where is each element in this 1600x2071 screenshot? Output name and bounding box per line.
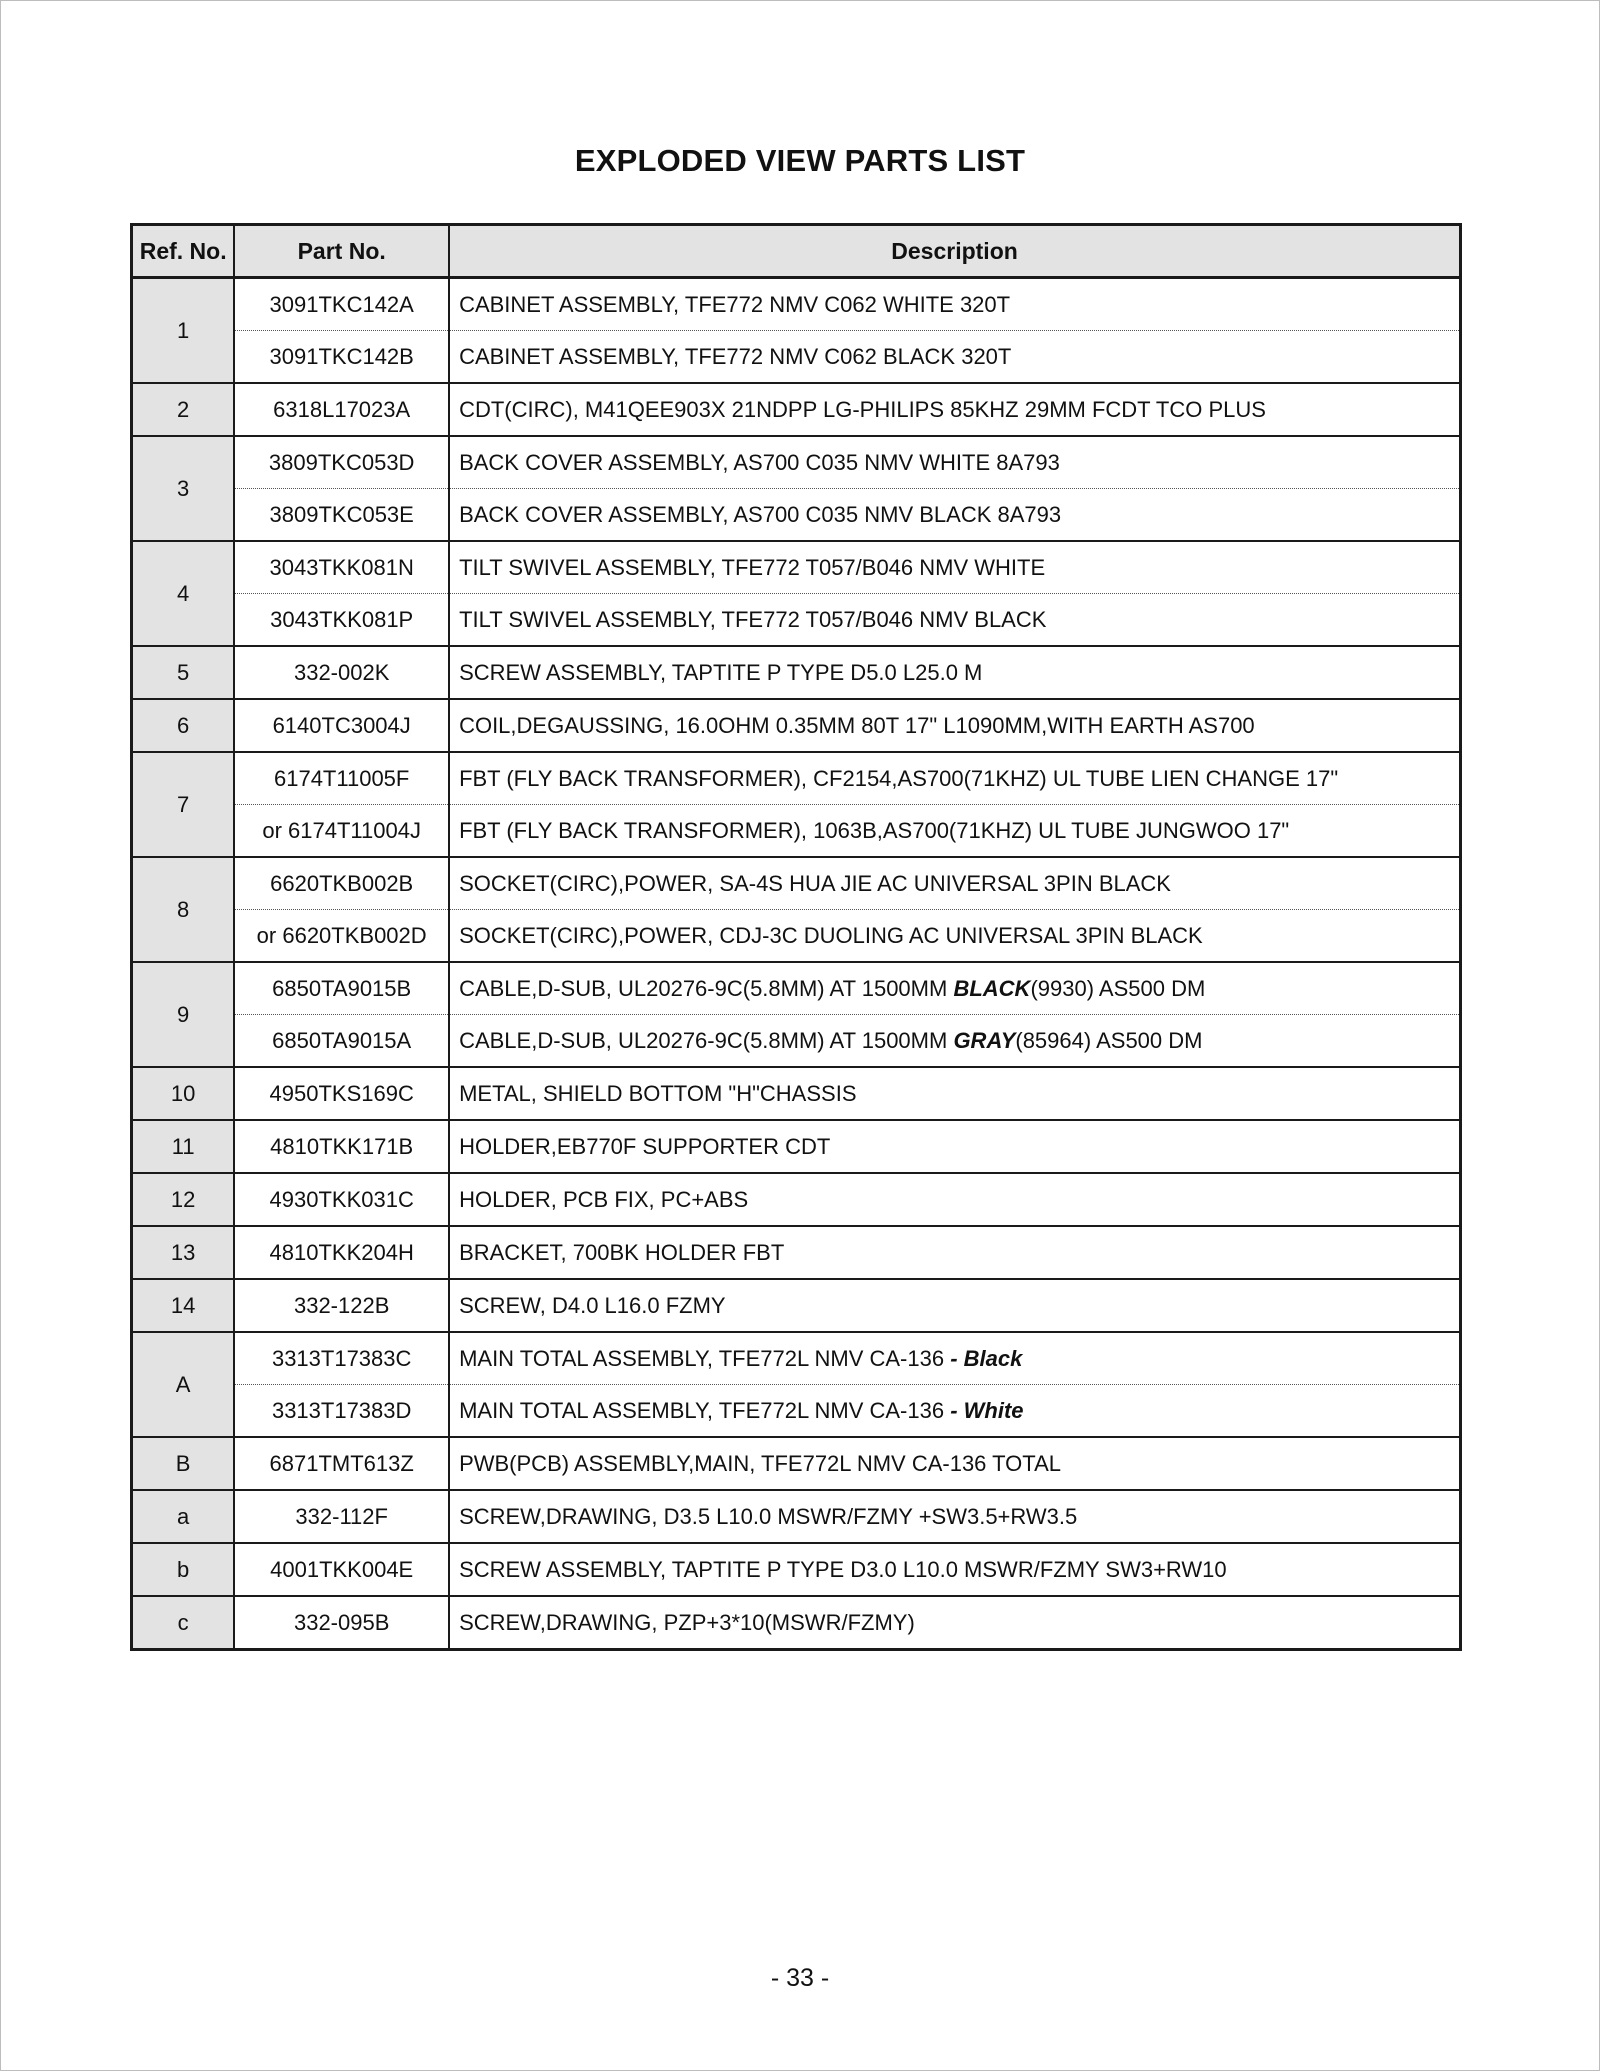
part-no-cell: 4810TKK204H (234, 1226, 449, 1279)
description-cell (449, 699, 1460, 752)
part-no-cell: 6140TC3004J (234, 699, 449, 752)
table-row (132, 278, 1461, 331)
table-row (132, 489, 1461, 542)
ref-no-cell: 13 (132, 1226, 235, 1279)
part-no-cell: 4810TKK171B (234, 1120, 449, 1173)
part-no-cell: 4950TKS169C (234, 1067, 449, 1120)
description-cell (449, 1490, 1460, 1543)
part-no-cell: or 6174T11004J (234, 805, 449, 858)
description-tail: (85964) AS500 DM (1015, 1027, 1203, 1053)
description-text: MAIN TOTAL ASSEMBLY, TFE772L NMV CA-136 (459, 1397, 951, 1423)
part-no-cell: 6620TKB002B (234, 857, 449, 910)
ref-no-cell: 14 (132, 1279, 235, 1332)
description-cell (449, 962, 1460, 1015)
description-cell (449, 436, 1460, 489)
ref-no-cell: B (132, 1437, 235, 1490)
description-emphasis: BLACK (953, 975, 1031, 1001)
description-text: SCREW ASSEMBLY, TAPTITE P TYPE D3.0 L10.0 MSWR/FZMY SW3+RW10 (459, 1556, 1227, 1582)
header-part-no: Part No. (234, 225, 449, 278)
description-emphasis: - White (950, 1397, 1024, 1423)
table-row (132, 1015, 1461, 1068)
part-no-cell: 3809TKC053E (234, 489, 449, 542)
part-no-cell: 332-002K (234, 646, 449, 699)
ref-no-cell: 10 (132, 1067, 235, 1120)
table-row (132, 436, 1461, 489)
part-no-cell: or 6620TKB002D (234, 910, 449, 963)
table-row (132, 1437, 1461, 1490)
description-text: SOCKET(CIRC),POWER, SA-4S HUA JIE AC UNIVERSAL 3PIN BLACK (459, 870, 1171, 896)
part-no-cell: 3313T17383D (234, 1385, 449, 1438)
ref-no-cell: 6 (132, 699, 235, 752)
ref-no-cell: c (132, 1596, 235, 1650)
ref-no-cell: 11 (132, 1120, 235, 1173)
description-cell (449, 910, 1460, 963)
table-row (132, 383, 1461, 436)
part-no-cell: 4001TKK004E (234, 1543, 449, 1596)
header-ref-no: Ref. No. (132, 225, 235, 278)
table-row (132, 1385, 1461, 1438)
description-cell (449, 594, 1460, 647)
description-cell (449, 541, 1460, 594)
header-description: Description (449, 225, 1460, 278)
description-cell (449, 1385, 1460, 1438)
description-cell (449, 805, 1460, 858)
description-cell (449, 1596, 1460, 1650)
description-text: METAL, SHIELD BOTTOM "H"CHASSIS (459, 1080, 857, 1106)
part-no-cell: 6318L17023A (234, 383, 449, 436)
page-title: EXPLODED VIEW PARTS LIST (574, 143, 1026, 178)
table-row (132, 1067, 1461, 1120)
part-no-cell: 332-122B (234, 1279, 449, 1332)
description-cell (449, 1332, 1460, 1385)
table-row (132, 1490, 1461, 1543)
part-no-cell: 3091TKC142A (234, 278, 449, 331)
description-text: SCREW, D4.0 L16.0 FZMY (459, 1292, 726, 1318)
description-cell (449, 1279, 1460, 1332)
description-text: BACK COVER ASSEMBLY, AS700 C035 NMV BLACK 8A793 (459, 501, 1062, 527)
description-text: CABLE,D-SUB, UL20276-9C(5.8MM) AT 1500MM (459, 1027, 954, 1053)
ref-no-cell: A (132, 1332, 235, 1437)
ref-no-cell: 8 (132, 857, 235, 962)
ref-no-cell: 3 (132, 436, 235, 541)
description-text: HOLDER, PCB FIX, PC+ABS (459, 1186, 749, 1212)
description-cell (449, 646, 1460, 699)
description-cell (449, 1543, 1460, 1596)
description-cell (449, 331, 1460, 384)
description-text: MAIN TOTAL ASSEMBLY, TFE772L NMV CA-136 (459, 1345, 951, 1371)
description-tail: (9930) AS500 DM (1030, 975, 1206, 1001)
part-no-cell: 4930TKK031C (234, 1173, 449, 1226)
part-no-cell: 332-112F (234, 1490, 449, 1543)
ref-no-cell: 2 (132, 383, 235, 436)
part-no-cell: 3043TKK081P (234, 594, 449, 647)
ref-no-cell: a (132, 1490, 235, 1543)
description-text: CABINET ASSEMBLY, TFE772 NMV C062 WHITE 320T (459, 291, 1011, 317)
table-row (132, 646, 1461, 699)
description-text: TILT SWIVEL ASSEMBLY, TFE772 T057/B046 NMV WHITE (459, 554, 1046, 580)
description-text: SOCKET(CIRC),POWER, CDJ-3C DUOLING AC UNIVERSAL 3PIN BLACK (459, 922, 1203, 948)
description-emphasis: GRAY (953, 1027, 1016, 1053)
description-text: PWB(PCB) ASSEMBLY,MAIN, TFE772L NMV CA-136 TOTAL (459, 1450, 1062, 1476)
ref-no-cell: 1 (132, 278, 235, 384)
table-row (132, 752, 1461, 805)
description-text: SCREW ASSEMBLY, TAPTITE P TYPE D5.0 L25.0 M (459, 659, 983, 685)
table-row (132, 699, 1461, 752)
description-text: SCREW,DRAWING, D3.5 L10.0 MSWR/FZMY +SW3.5+RW3.5 (459, 1503, 1078, 1529)
table-row (132, 1543, 1461, 1596)
ref-no-cell: 7 (132, 752, 235, 857)
part-no-cell: 3091TKC142B (234, 331, 449, 384)
table-row (132, 962, 1461, 1015)
ref-no-cell: 9 (132, 962, 235, 1067)
description-cell (449, 1120, 1460, 1173)
table-row (132, 1120, 1461, 1173)
description-text: TILT SWIVEL ASSEMBLY, TFE772 T057/B046 NMV BLACK (459, 606, 1047, 632)
ref-no-cell: b (132, 1543, 235, 1596)
description-cell (449, 1173, 1460, 1226)
description-cell (449, 1437, 1460, 1490)
table-header-row (132, 225, 1461, 278)
description-cell (449, 383, 1460, 436)
table-row (132, 1596, 1461, 1650)
description-text: COIL,DEGAUSSING, 16.0OHM 0.35MM 80T 17" L1090MM,WITH EARTH AS700 (459, 712, 1255, 738)
description-text: CDT(CIRC), M41QEE903X 21NDPP LG-PHILIPS 85KHZ 29MM FCDT TCO PLUS (459, 396, 1266, 422)
ref-no-cell: 4 (132, 541, 235, 646)
description-cell (449, 752, 1460, 805)
description-text: FBT (FLY BACK TRANSFORMER), 1063B,AS700(71KHZ) UL TUBE JUNGWOO 17" (459, 817, 1290, 843)
table-row (132, 805, 1461, 858)
part-no-cell: 332-095B (234, 1596, 449, 1650)
part-no-cell: 3313T17383C (234, 1332, 449, 1385)
table-row (132, 594, 1461, 647)
description-cell (449, 1226, 1460, 1279)
table-row (132, 331, 1461, 384)
part-no-cell: 6174T11005F (234, 752, 449, 805)
description-text: BRACKET, 700BK HOLDER FBT (459, 1239, 785, 1265)
description-cell (449, 278, 1460, 331)
part-no-cell: 3809TKC053D (234, 436, 449, 489)
table-row (132, 910, 1461, 963)
description-text: CABINET ASSEMBLY, TFE772 NMV C062 BLACK 320T (459, 343, 1012, 369)
description-text: CABLE,D-SUB, UL20276-9C(5.8MM) AT 1500MM (459, 975, 954, 1001)
table-row (132, 541, 1461, 594)
description-emphasis: - Black (950, 1345, 1023, 1371)
description-text: HOLDER,EB770F SUPPORTER CDT (459, 1133, 831, 1159)
table-row (132, 857, 1461, 910)
page-number: - 33 - (770, 1964, 830, 1992)
ref-no-cell: 12 (132, 1173, 235, 1226)
table-row (132, 1173, 1461, 1226)
part-no-cell: 6850TA9015B (234, 962, 449, 1015)
description-cell (449, 1067, 1460, 1120)
table-row (132, 1226, 1461, 1279)
ref-no-cell: 5 (132, 646, 235, 699)
description-cell (449, 857, 1460, 910)
description-text: FBT (FLY BACK TRANSFORMER), CF2154,AS700(71KHZ) UL TUBE LIEN CHANGE 17" (459, 765, 1339, 791)
part-no-cell: 3043TKK081N (234, 541, 449, 594)
parts-table-body (132, 278, 1461, 1650)
description-cell (449, 489, 1460, 542)
description-cell (449, 1015, 1460, 1068)
description-text: SCREW,DRAWING, PZP+3*10(MSWR/FZMY) (459, 1609, 915, 1635)
part-no-cell: 6871TMT613Z (234, 1437, 449, 1490)
parts-table (130, 223, 1462, 1651)
description-text: BACK COVER ASSEMBLY, AS700 C035 NMV WHITE 8A793 (459, 449, 1060, 475)
part-no-cell: 6850TA9015A (234, 1015, 449, 1068)
table-row (132, 1332, 1461, 1385)
table-row (132, 1279, 1461, 1332)
